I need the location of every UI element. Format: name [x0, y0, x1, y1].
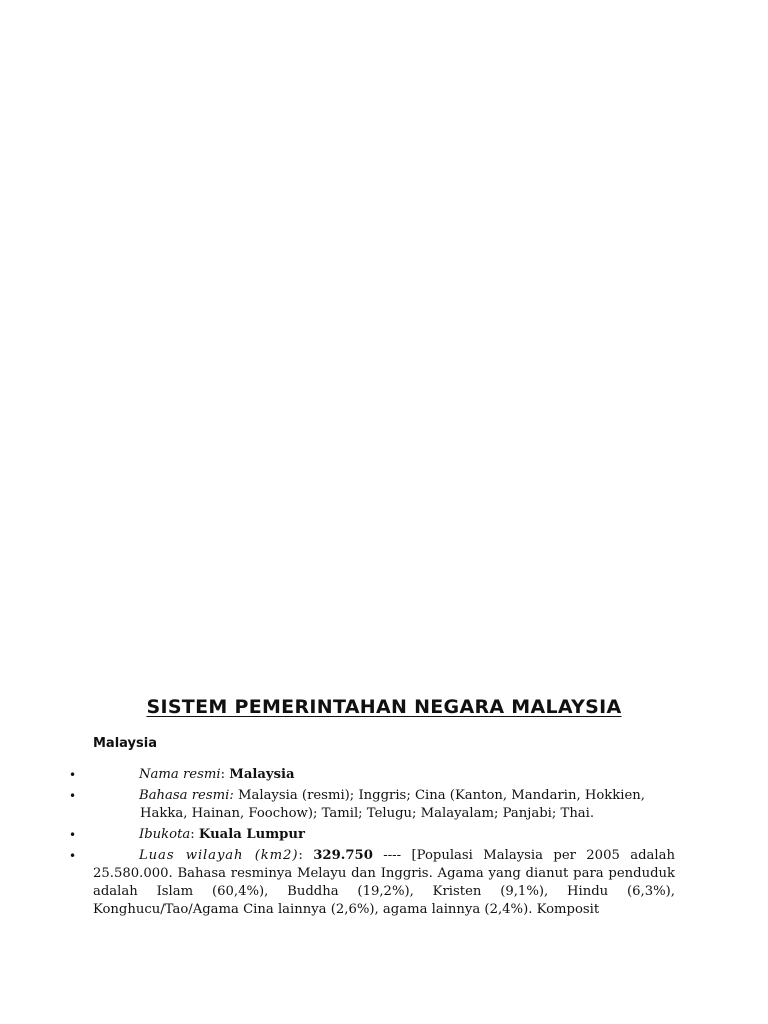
item-separator: :: [190, 827, 195, 842]
bullet-icon: •: [69, 849, 77, 863]
item-label: Luas wilayah (km2): [139, 848, 299, 863]
list-item-ibukota: [0, 826, 768, 844]
document-title: SISTEM PEMERINTAHAN NEGARA MALAYSIA: [146, 696, 622, 718]
item-label: Nama resmi: [139, 767, 221, 782]
item-value: 329.750: [313, 848, 373, 863]
item-separator: :: [220, 767, 226, 782]
item-paragraph: ---- [Populasi Malaysia per 2005 adalah 25.580.000. Bahasa resminya Melayu dan Inggris. Agama yang dianut para penduduk adalah Islam (60,4%), Buddha (19,2%), Kristen (9,1%), Hindu (6,3%), Konghucu/Tao/Agama Cina lainnya (2,6%), agama lainnya (2,4%). Komposit: [93, 848, 675, 917]
info-list: [0, 766, 768, 922]
item-value: Malaysia: [229, 767, 295, 782]
list-item-body: [93, 847, 675, 919]
item-text-line-2: Hakka, Hainan, Foochow); Tamil; Telugu; Malayalam; Panjabi; Thai.: [140, 806, 595, 821]
list-item-bahasa-resmi: [0, 787, 768, 823]
item-label: Ibukota: [139, 827, 191, 842]
bullet-icon: •: [69, 828, 77, 842]
item-value: Kuala Lumpur: [198, 827, 305, 842]
list-item-body: [93, 766, 675, 784]
list-item-body: [93, 826, 675, 844]
item-separator: :: [298, 848, 303, 863]
list-item-nama-resmi: [0, 766, 768, 784]
section-subheading: Malaysia: [93, 736, 157, 751]
list-item-luas-wilayah: [0, 847, 768, 919]
item-text-line-1: Malaysia (resmi); Inggris; Cina (Kanton, Mandarin, Hokkien,: [237, 788, 645, 803]
item-label: Bahasa resmi:: [139, 788, 234, 803]
list-item-body: [93, 787, 675, 823]
bullet-icon: •: [69, 768, 77, 782]
bullet-icon: •: [69, 789, 77, 803]
